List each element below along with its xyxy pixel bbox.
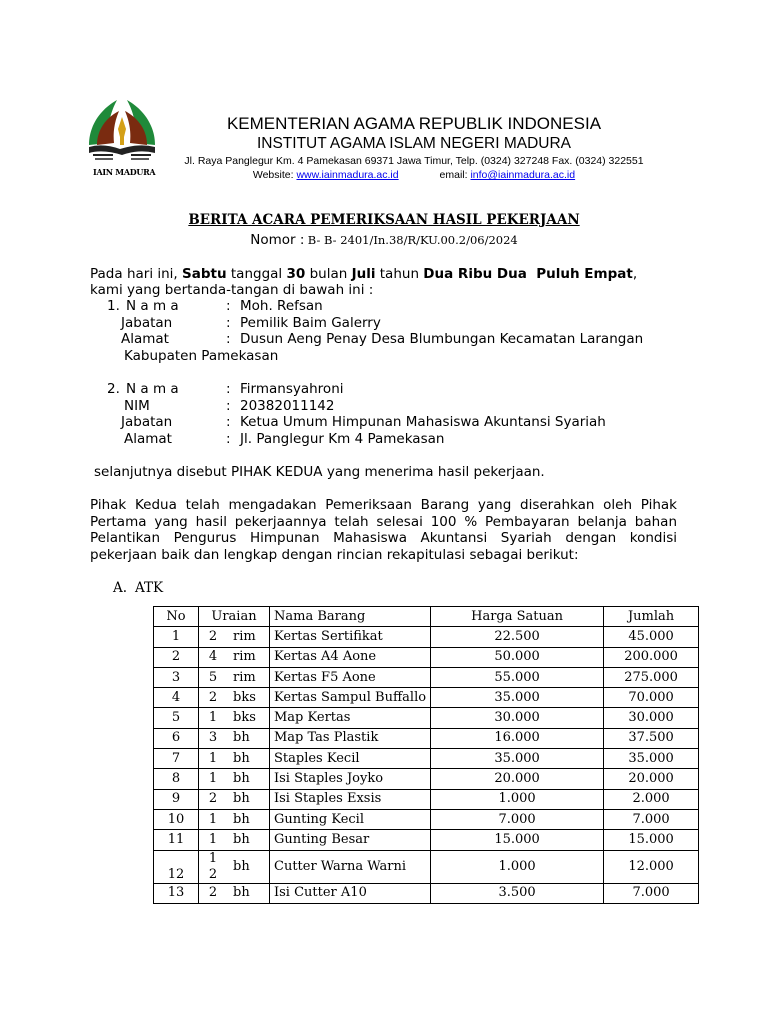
cell-uraian xyxy=(199,627,270,647)
atk-table xyxy=(153,606,699,904)
cell-qty: 1 xyxy=(208,850,218,866)
cell-price: 3.500 xyxy=(431,883,604,903)
cell-total: 35.000 xyxy=(604,749,699,769)
intro-text: tahun xyxy=(379,266,419,282)
intro-year: Dua Ribu Dua Puluh Empat xyxy=(423,266,633,282)
cell-name: Staples Kecil xyxy=(270,749,431,769)
cell-unit: rim xyxy=(233,628,256,644)
contact-line xyxy=(160,168,668,182)
intro-month: Juli xyxy=(351,266,376,282)
cell-uraian xyxy=(199,809,270,829)
cell-qty: 2 xyxy=(208,885,218,901)
cell-total: 2.000 xyxy=(604,789,699,809)
cell-price: 55.000 xyxy=(431,667,604,687)
colon: : xyxy=(226,414,231,430)
party1-address: Dusun Aeng Penay Desa Blumbungan Kecamatan Larangan xyxy=(240,331,644,347)
cell-name: Cutter Warna Warni xyxy=(270,850,431,883)
cell-price: 1.000 xyxy=(431,789,604,809)
cell-no: 11 xyxy=(154,830,199,850)
cell-name: Map Kertas xyxy=(270,708,431,728)
cell-name: Kertas Sampul Buffallo xyxy=(270,688,431,708)
cell-qty: 2 xyxy=(208,689,218,705)
cell-unit: bh xyxy=(233,831,250,847)
cell-qty: 1 xyxy=(208,771,218,787)
intro-text: tanggal xyxy=(230,266,283,282)
colon: : xyxy=(226,298,231,314)
table-header: Jumlah xyxy=(604,607,699,627)
cell-name: Kertas A4 Aone xyxy=(270,647,431,667)
intro-text: bulan xyxy=(309,266,348,282)
cell-price: 1.000 xyxy=(431,850,604,883)
cell-total: 7.000 xyxy=(604,809,699,829)
cell-unit: bh xyxy=(233,885,250,901)
table-row xyxy=(154,627,699,647)
intro-line xyxy=(90,266,637,283)
cell-unit: bh xyxy=(233,811,250,827)
document-number-value: B- B- 2401/In.38/R/KU.00.2/06/2024 xyxy=(307,233,518,247)
cell-price: 15.000 xyxy=(431,830,604,850)
cell-unit: bh xyxy=(233,791,250,807)
cell-qty: 2 xyxy=(208,628,218,644)
cell-price: 22.500 xyxy=(431,627,604,647)
cell-name: Isi Cutter A10 xyxy=(270,883,431,903)
intro-line-2: kami yang bertanda-tangan di bawah ini : xyxy=(90,282,374,298)
cell-no: 6 xyxy=(154,728,199,748)
cell-name: Gunting Besar xyxy=(270,830,431,850)
party1-name-label: N a m a xyxy=(126,298,179,314)
table-header: No xyxy=(154,607,199,627)
cell-unit: bks xyxy=(233,689,256,705)
table-row xyxy=(154,647,699,667)
cell-total: 7.000 xyxy=(604,883,699,903)
cell-total: 20.000 xyxy=(604,769,699,789)
cell-uraian xyxy=(199,708,270,728)
cell-price: 20.000 xyxy=(431,769,604,789)
cell-uraian xyxy=(199,749,270,769)
institute-address: Jl. Raya Panglegur Km. 4 Pamekasan 69371 Jawa Timur, Telp. (0324) 327248 Fax. (0324) 322551 xyxy=(184,155,644,167)
cell-no: 4 xyxy=(154,688,199,708)
cell-qty: 1 xyxy=(208,750,218,766)
cell-uraian xyxy=(199,883,270,903)
cell-unit: bh xyxy=(233,771,250,787)
party2-address: Jl. Panglegur Km 4 Pamekasan xyxy=(240,431,445,447)
pihak-kedua-note: selanjutnya disebut PIHAK KEDUA yang menerima hasil pekerjaan. xyxy=(94,464,545,480)
table-row xyxy=(154,850,699,883)
party1-address-cont: Kabupaten Pamekasan xyxy=(124,348,279,364)
cell-no: 9 xyxy=(154,789,199,809)
cell-uraian xyxy=(199,728,270,748)
cell-qty: 2 xyxy=(208,866,218,882)
cell-unit: rim xyxy=(233,669,256,685)
cell-qty: 3 xyxy=(208,730,218,746)
party2-nim: 20382011142 xyxy=(240,398,335,414)
cell-no: 7 xyxy=(154,749,199,769)
paragraph-line: Pelantikan Pengurus Himpunan Mahasiswa Akuntansi Syariah dengan kondisi xyxy=(90,530,677,546)
intro-day: Sabtu xyxy=(182,266,227,282)
cell-total: 37.500 xyxy=(604,728,699,748)
cell-no: 10 xyxy=(154,809,199,829)
cell-total: 70.000 xyxy=(604,688,699,708)
table-row xyxy=(154,769,699,789)
table-header: Nama Barang xyxy=(270,607,431,627)
table-row xyxy=(154,830,699,850)
cell-unit: rim xyxy=(233,649,256,665)
section-letter: A. xyxy=(113,580,128,596)
cell-price: 7.000 xyxy=(431,809,604,829)
document-title: BERITA ACARA PEMERIKSAAN HASIL PEKERJAAN xyxy=(188,212,580,228)
letterhead xyxy=(160,114,668,182)
cell-uraian xyxy=(199,647,270,667)
cell-total: 30.000 xyxy=(604,708,699,728)
table-row xyxy=(154,749,699,769)
cell-uraian xyxy=(199,830,270,850)
party2-nim-label: NIM xyxy=(124,398,150,414)
table-row xyxy=(154,728,699,748)
cell-price: 35.000 xyxy=(431,688,604,708)
cell-qty: 1 xyxy=(208,710,218,726)
intro-date: 30 xyxy=(286,266,306,282)
cell-qty: 1 xyxy=(208,831,218,847)
party2-address-label: Alamat xyxy=(124,431,172,447)
institute-name: INSTITUT AGAMA ISLAM NEGERI MADURA xyxy=(256,135,572,152)
table-header-row xyxy=(154,607,699,627)
cell-total: 275.000 xyxy=(604,667,699,687)
intro-text: Pada hari ini, xyxy=(90,266,178,282)
cell-no: 3 xyxy=(154,667,199,687)
colon: : xyxy=(226,315,231,331)
table-row xyxy=(154,809,699,829)
cell-name: Gunting Kecil xyxy=(270,809,431,829)
cell-price: 16.000 xyxy=(431,728,604,748)
cell-no: 12 xyxy=(154,850,199,883)
party1-position: Pemilik Baim Galerry xyxy=(240,315,381,331)
section-heading xyxy=(113,580,163,596)
colon: : xyxy=(226,331,231,347)
cell-qty: 5 xyxy=(208,669,218,685)
cell-uraian xyxy=(199,688,270,708)
cell-uraian xyxy=(199,769,270,789)
party2-position: Ketua Umum Himpunan Mahasiswa Akuntansi Syariah xyxy=(240,414,606,430)
table-row xyxy=(154,883,699,903)
email-link[interactable]: info@iainmadura.ac.id xyxy=(470,169,576,181)
email-label: email: xyxy=(439,169,468,181)
cell-no: 2 xyxy=(154,647,199,667)
party2-number: 2. xyxy=(107,381,120,397)
cell-no: 8 xyxy=(154,769,199,789)
table-header: Harga Satuan xyxy=(431,607,604,627)
cell-name: Kertas F5 Aone xyxy=(270,667,431,687)
document-number-label: Nomor : xyxy=(250,232,305,248)
cell-no: 1 xyxy=(154,627,199,647)
ministry-name: KEMENTERIAN AGAMA REPUBLIK INDONESIA xyxy=(226,114,602,133)
paragraph-line: pekerjaan baik dan lengkap dengan rincian rekapitulasi sebagai berikut: xyxy=(90,547,579,563)
cell-price: 50.000 xyxy=(431,647,604,667)
table-header: Uraian xyxy=(199,607,270,627)
website-link[interactable]: www.iainmadura.ac.id xyxy=(296,169,399,181)
section-label: ATK xyxy=(135,580,164,596)
paragraph-line: Pertama yang hasil pekerjaannya telah selesai 100 % Pembayaran belanja bahan xyxy=(90,514,677,530)
cell-unit: bh xyxy=(233,750,250,766)
party1-number: 1. xyxy=(107,298,120,314)
cell-no: 13 xyxy=(154,883,199,903)
cell-price: 30.000 xyxy=(431,708,604,728)
cell-uraian xyxy=(199,850,270,883)
cell-name: Kertas Sertifikat xyxy=(270,627,431,647)
paragraph-line: Pihak Kedua telah mengadakan Pemeriksaan Barang yang diserahkan oleh Pihak xyxy=(90,497,677,513)
party1-address-label: Alamat xyxy=(121,331,169,347)
colon: : xyxy=(226,431,231,447)
document-number xyxy=(0,232,768,248)
cell-unit: bks xyxy=(233,710,256,726)
cell-qty: 4 xyxy=(208,649,218,665)
cell-total: 12.000 xyxy=(604,850,699,883)
cell-no: 5 xyxy=(154,708,199,728)
party2-name-label: N a m a xyxy=(126,381,179,397)
cell-uraian xyxy=(199,667,270,687)
table-row xyxy=(154,688,699,708)
website-label: Website: xyxy=(252,169,294,181)
cell-unit: bh xyxy=(233,730,250,746)
table-row xyxy=(154,667,699,687)
colon: : xyxy=(226,398,231,414)
cell-name: Isi Staples Joyko xyxy=(270,769,431,789)
cell-total: 200.000 xyxy=(604,647,699,667)
party2-name: Firmansyahroni xyxy=(240,381,344,397)
institution-logo xyxy=(83,95,161,181)
party1-position-label: Jabatan xyxy=(121,315,173,331)
table-row xyxy=(154,708,699,728)
cell-uraian xyxy=(199,789,270,809)
intro-text: , xyxy=(632,266,638,282)
cell-name: Isi Staples Exsis xyxy=(270,789,431,809)
cell-price: 35.000 xyxy=(431,749,604,769)
cell-qty: 1 xyxy=(208,811,218,827)
table-row xyxy=(154,789,699,809)
cell-name: Map Tas Plastik xyxy=(270,728,431,748)
cell-qty: 2 xyxy=(208,791,218,807)
cell-unit: bh xyxy=(233,858,250,874)
cell-total: 15.000 xyxy=(604,830,699,850)
colon: : xyxy=(226,381,231,397)
cell-total: 45.000 xyxy=(604,627,699,647)
logo-caption: IAIN MADURA xyxy=(93,167,156,177)
party1-name: Moh. Refsan xyxy=(240,298,323,314)
party2-position-label: Jabatan xyxy=(121,414,173,430)
